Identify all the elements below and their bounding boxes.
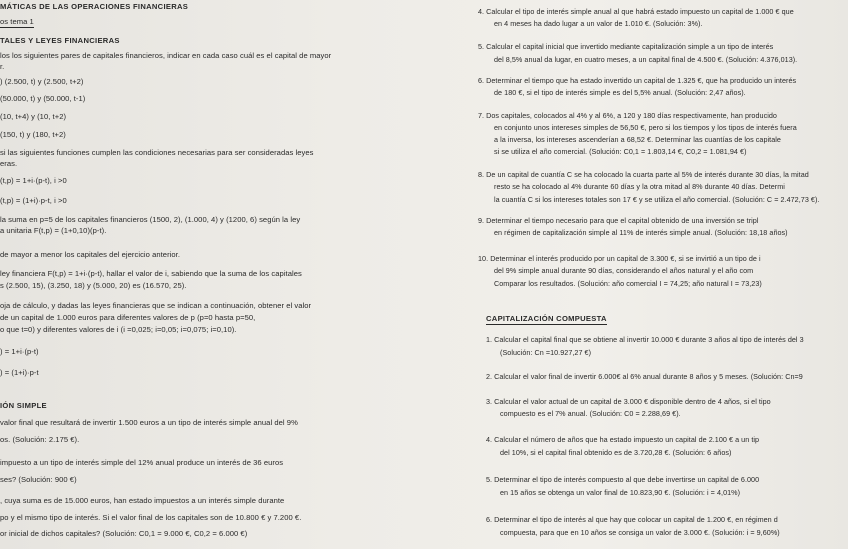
left-line: de mayor a menor los capitales del ejercicio anterior. — [0, 250, 180, 259]
left-line: oja de cálculo, y dadas las leyes financieras que se indican a continuación, obtener el valor — [0, 301, 312, 310]
left-line: si las siguientes funciones cumplen las condiciones necesarias para ser consideradas leyes — [0, 148, 314, 157]
right-line: 2. Calcular el valor final de invertir 6.000€ al 6% anual durante 8 años y 5 meses. (Solución: Cn=9 — [486, 372, 803, 381]
right-line: 5. Calcular el capital inicial que invertido mediante capitalización simple a un tipo de interés — [478, 42, 774, 51]
left-line: o que t=0) y diferentes valores de i (i =0,025; i=0,05; i=0,075; i=0,10). — [0, 325, 237, 334]
right-line: Comparar los resultados. (Solución: año comercial I = 74,25; año natural I = 73,23) — [494, 279, 762, 288]
left-line: impuesto a un tipo de interés simple del 12% anual produce un interés de 36 euros — [0, 458, 284, 467]
section-heading-capitalizacion-simple: IÓN SIMPLE — [0, 401, 47, 410]
right-line: resto se ha colocado al 4% durante 60 días y la otra mitad al 8% durante 40 días. Determi — [494, 182, 785, 191]
right-line: en 4 meses ha dado lugar a un valor de 1.010 €. (Solución: 3%). — [494, 19, 703, 28]
right-line: la cuantía C si los intereses totales son 17 € y se utiliza el año comercial. (Solución: C = 2.472,73 €). — [494, 195, 820, 204]
section-heading-capitales-leyes: TALES Y LEYES FINANCIERAS — [0, 36, 120, 45]
left-line: (t,p) = (1+i)·p-t, i >0 — [0, 196, 67, 205]
right-line: 3. Calcular el valor actual de un capital de 3.000 € disponible dentro de 4 años, si el tipo — [486, 397, 771, 406]
left-line: r. — [0, 62, 5, 71]
left-line: os. (Solución: 2.175 €). — [0, 435, 80, 444]
left-column — [0, 0, 418, 549]
right-column — [478, 0, 848, 549]
left-line: po y el mismo tipo de interés. Si el valor final de los capitales son de 10.800 € y 7.200 €. — [0, 513, 302, 522]
left-line: ) = 1+i·(p-t) — [0, 347, 39, 356]
left-line: ) = (1+i)·p-t — [0, 368, 39, 377]
left-line: ses? (Solución: 900 €) — [0, 475, 77, 484]
section-heading-capitalizacion-compuesta: CAPITALIZACIÓN COMPUESTA — [486, 314, 607, 323]
left-line: s (2.500, 15), (3.250, 18) y (5.000, 20) es (16.570, 25). — [0, 281, 187, 290]
right-line: 8. De un capital de cuantía C se ha colocado la cuarta parte al 5% de interés durante 30 días, la mitad — [478, 170, 809, 179]
right-line: de 180 €, si el tipo de interés simple es del 5,5% anual. (Solución: 2,47 años). — [494, 88, 746, 97]
right-line: si se utiliza el año comercial. (Solución: C0,1 = 1.803,14 €, C0,2 = 1.081,94 €) — [494, 147, 747, 156]
right-line: del 9% simple anual durante 90 días, considerando el años natural y el año com — [494, 266, 754, 275]
left-line: (50.000, t) y (50.000, t-1) — [0, 94, 86, 103]
right-line: en régimen de capitalización simple al 11% de interés simple anual. (Solución: 18,18 años) — [494, 228, 788, 237]
right-line: 7. Dos capitales, colocados al 4% y al 6%, a 120 y 180 días respectivamente, han producido — [478, 111, 777, 120]
right-line: 9. Determinar el tiempo necesario para que el capital obtenido de una inversión se tripl — [478, 216, 759, 225]
left-line: , cuya suma es de 15.000 euros, han estado impuestos a un interés simple durante — [0, 496, 285, 505]
right-line: 1. Calcular el capital final que se obtiene al invertir 10.000 € durante 3 años al tipo de interés del 3 — [486, 335, 804, 344]
right-line: compuesta, para que en 10 años se consiga un valor de 3.000 €. (Solución: i = 9,60%) — [500, 528, 780, 537]
right-line: compuesto es el 7% anual. (Solución: C0 = 2.288,69 €). — [500, 409, 681, 418]
right-line: en conjunto unos intereses simples de 56,50 €, pero si los tiempos y los tipos de interés fuera — [494, 123, 797, 132]
right-line: 10. Determinar el interés producido por un capital de 3.300 €, si se invirtió a un tipo de i — [478, 254, 761, 263]
right-line: (Solución: Cn =10.927,27 €) — [500, 348, 592, 357]
left-line: ley financiera F(t,p) = 1+i·(p-t), hallar el valor de i, sabiendo que la suma de los capitales — [0, 269, 302, 278]
left-line: (t,p) = 1+i·(p-t), i >0 — [0, 176, 67, 185]
right-line: 6. Determinar el tiempo que ha estado invertido un capital de 1.325 €, que ha producido un interés — [478, 76, 797, 85]
right-line: 4. Calcular el número de años que ha estado impuesto un capital de 2.100 € a un tip — [486, 435, 760, 444]
left-line: la suma en p=5 de los capitales financieros (1500, 2), (1.000, 4) y (1200, 6) según la ley — [0, 215, 301, 224]
right-line: 4. Calcular el tipo de interés simple anual al que habrá estado impuesto un capital de 1.000 € que — [478, 7, 794, 16]
left-line: or inicial de dichos capitales? (Solución: C0,1 = 9.000 €, C0,2 = 6.000 €) — [0, 529, 248, 538]
left-line: (150, t) y (180, t+2) — [0, 130, 66, 139]
right-line: del 8,5% anual da lugar, en cuatro meses, a un capital final de 4.500 €. (Solución: 4.376,013). — [494, 55, 798, 64]
left-line: valor final que resultará de invertir 1.500 euros a un tipo de interés simple anual del 9% — [0, 418, 298, 427]
right-line: del 10%, si el capital final obtenido es de 3.720,28 €. (Solución: 6 años) — [500, 448, 732, 457]
left-line: de un capital de 1.000 euros para diferentes valores de p (p=0 hasta p=50, — [0, 313, 256, 322]
right-line: en 15 años se obtenga un valor final de 10.823,90 €. (Solución: i = 4,01%) — [500, 488, 741, 497]
right-line: 5. Determinar el tipo de interés compuesto al que debe invertirse un capital de 6.000 — [486, 475, 760, 484]
document-header: MÁTICAS DE LAS OPERACIONES FINANCIERAS — [0, 2, 189, 11]
right-line: 6. Determinar el tipo de interés al que hay que colocar un capital de 1.200 €, en régimen d — [486, 515, 778, 524]
left-line: a unitaria F(t,p) = (1+0,10)(p-t). — [0, 226, 107, 235]
left-line: ) (2.500, t) y (2.500, t+2) — [0, 77, 84, 86]
left-line: eras. — [0, 159, 18, 168]
left-line: (10, t+4) y (10, t+2) — [0, 112, 67, 121]
left-line: los los siguientes pares de capitales financieros, indicar en cada caso cuál es el capital de mayor — [0, 51, 332, 60]
right-line: a la inversa, los intereses ascenderían a 68,52 €. Determinar las cuantías de los capitale — [494, 135, 781, 144]
document-subheader: os tema 1 — [0, 17, 34, 26]
